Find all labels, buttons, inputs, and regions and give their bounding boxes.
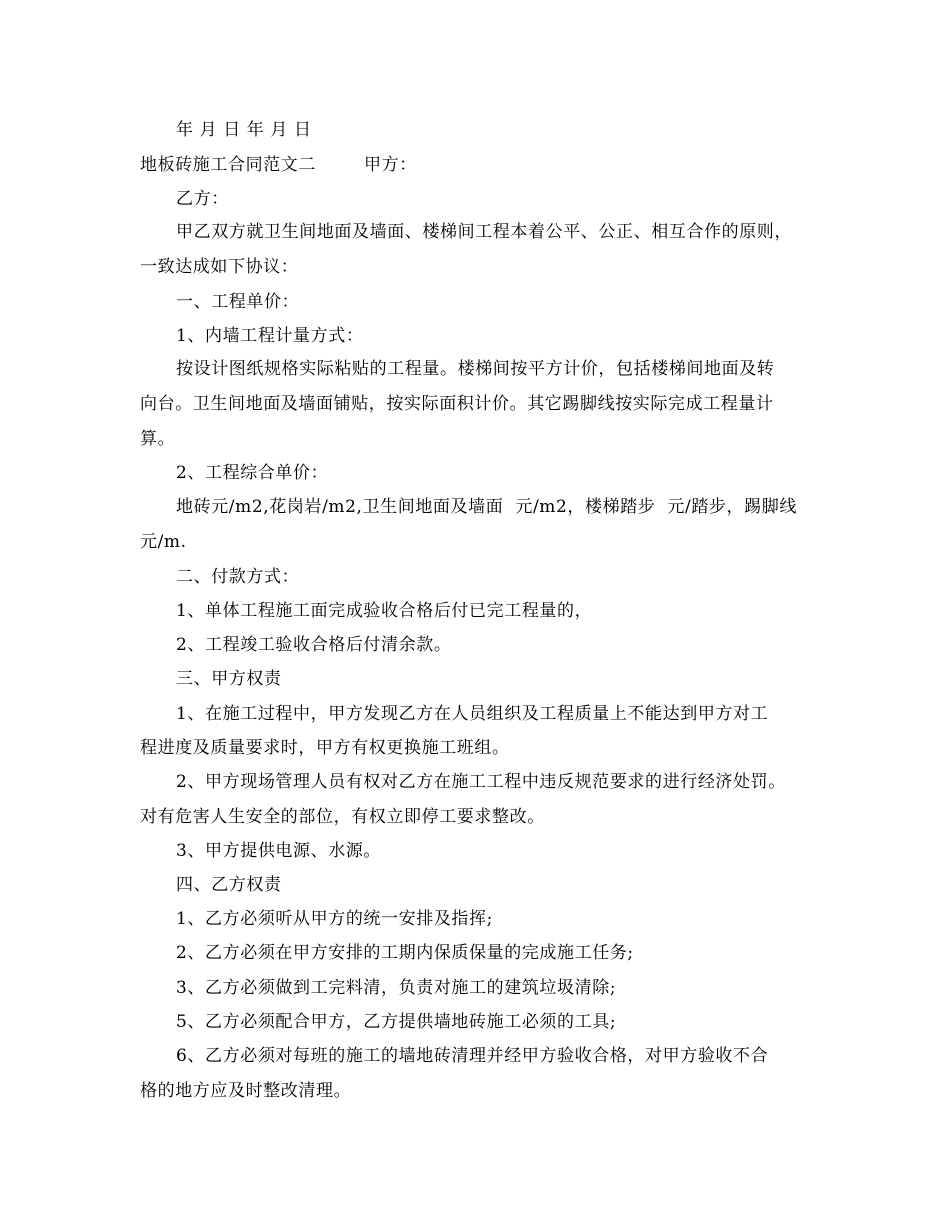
clause-text-line: 程进度及质量要求时，甲方有权更换施工班组。 <box>140 738 510 758</box>
intro-paragraph-line: 一致达成如下协议： <box>140 257 299 277</box>
intro-paragraph-line: 甲乙双方就卫生间地面及墙面、楼梯间工程本着公平、公正、相互合作的原则， <box>176 222 792 242</box>
clause-text-line: 地砖元/m2,花岗岩/m2,卫生间地面及墙面 元/m2，楼梯踏步 元/踏步，踢脚线 <box>176 497 797 517</box>
clause-text-line: 算。 <box>140 429 176 449</box>
clause-text-line: 3、乙方必须做到工完料清，负责对施工的建筑垃圾清除; <box>176 978 617 998</box>
clause-text-line: 格的地方应及时整改清理。 <box>140 1081 352 1101</box>
clause-text-line: 1、在施工过程中，甲方发现乙方在人员组织及工程质量上不能达到甲方对工 <box>176 704 769 724</box>
clause-heading: 1、内墙工程计量方式： <box>176 326 364 346</box>
clause-heading: 2、工程综合单价： <box>176 463 329 483</box>
clause-text-line: 3、甲方提供电源、水源。 <box>176 841 382 861</box>
clause-text-line: 对有危害人生安全的部位，有权立即停工要求整改。 <box>140 807 545 827</box>
party-b-line: 乙方： <box>176 189 229 209</box>
section-heading: 三、甲方权责 <box>176 669 282 689</box>
clause-text-line: 元/m. <box>140 532 187 552</box>
clause-text-line: 1、单体工程施工面完成验收合格后付已完工程量的， <box>176 601 593 621</box>
section-heading: 四、乙方权责 <box>176 875 282 895</box>
clause-text-line: 2、乙方必须在甲方安排的工期内保质保量的完成施工任务; <box>176 943 634 963</box>
title-line: 地板砖施工合同范文二 甲方： <box>140 155 417 175</box>
clause-text-line: 2、工程竣工验收合格后付清余款。 <box>176 635 452 655</box>
section-heading: 二、付款方式： <box>176 567 300 587</box>
clause-text-line: 6、乙方必须对每班的施工的墙地砖清理并经甲方验收合格，对甲方验收不合 <box>176 1046 769 1066</box>
date-line: 年 月 日 年 月 日 <box>176 120 312 140</box>
clause-text-line: 2、甲方现场管理人员有权对乙方在施工工程中违反规范要求的进行经济处罚。 <box>176 772 786 792</box>
section-heading: 一、工程单价： <box>176 292 300 312</box>
clause-text-line: 1、乙方必须听从甲方的统一安排及指挥; <box>176 909 493 929</box>
clause-text-line: 按设计图纸规格实际粘贴的工程量。楼梯间按平方计价，包括楼梯间地面及转 <box>176 359 775 379</box>
clause-text-line: 5、乙方必须配合甲方，乙方提供墙地砖施工必须的工具; <box>176 1012 617 1032</box>
clause-text-line: 向台。卫生间地面及墙面铺贴，按实际面积计价。其它踢脚线按实际完成工程量计 <box>140 394 774 414</box>
